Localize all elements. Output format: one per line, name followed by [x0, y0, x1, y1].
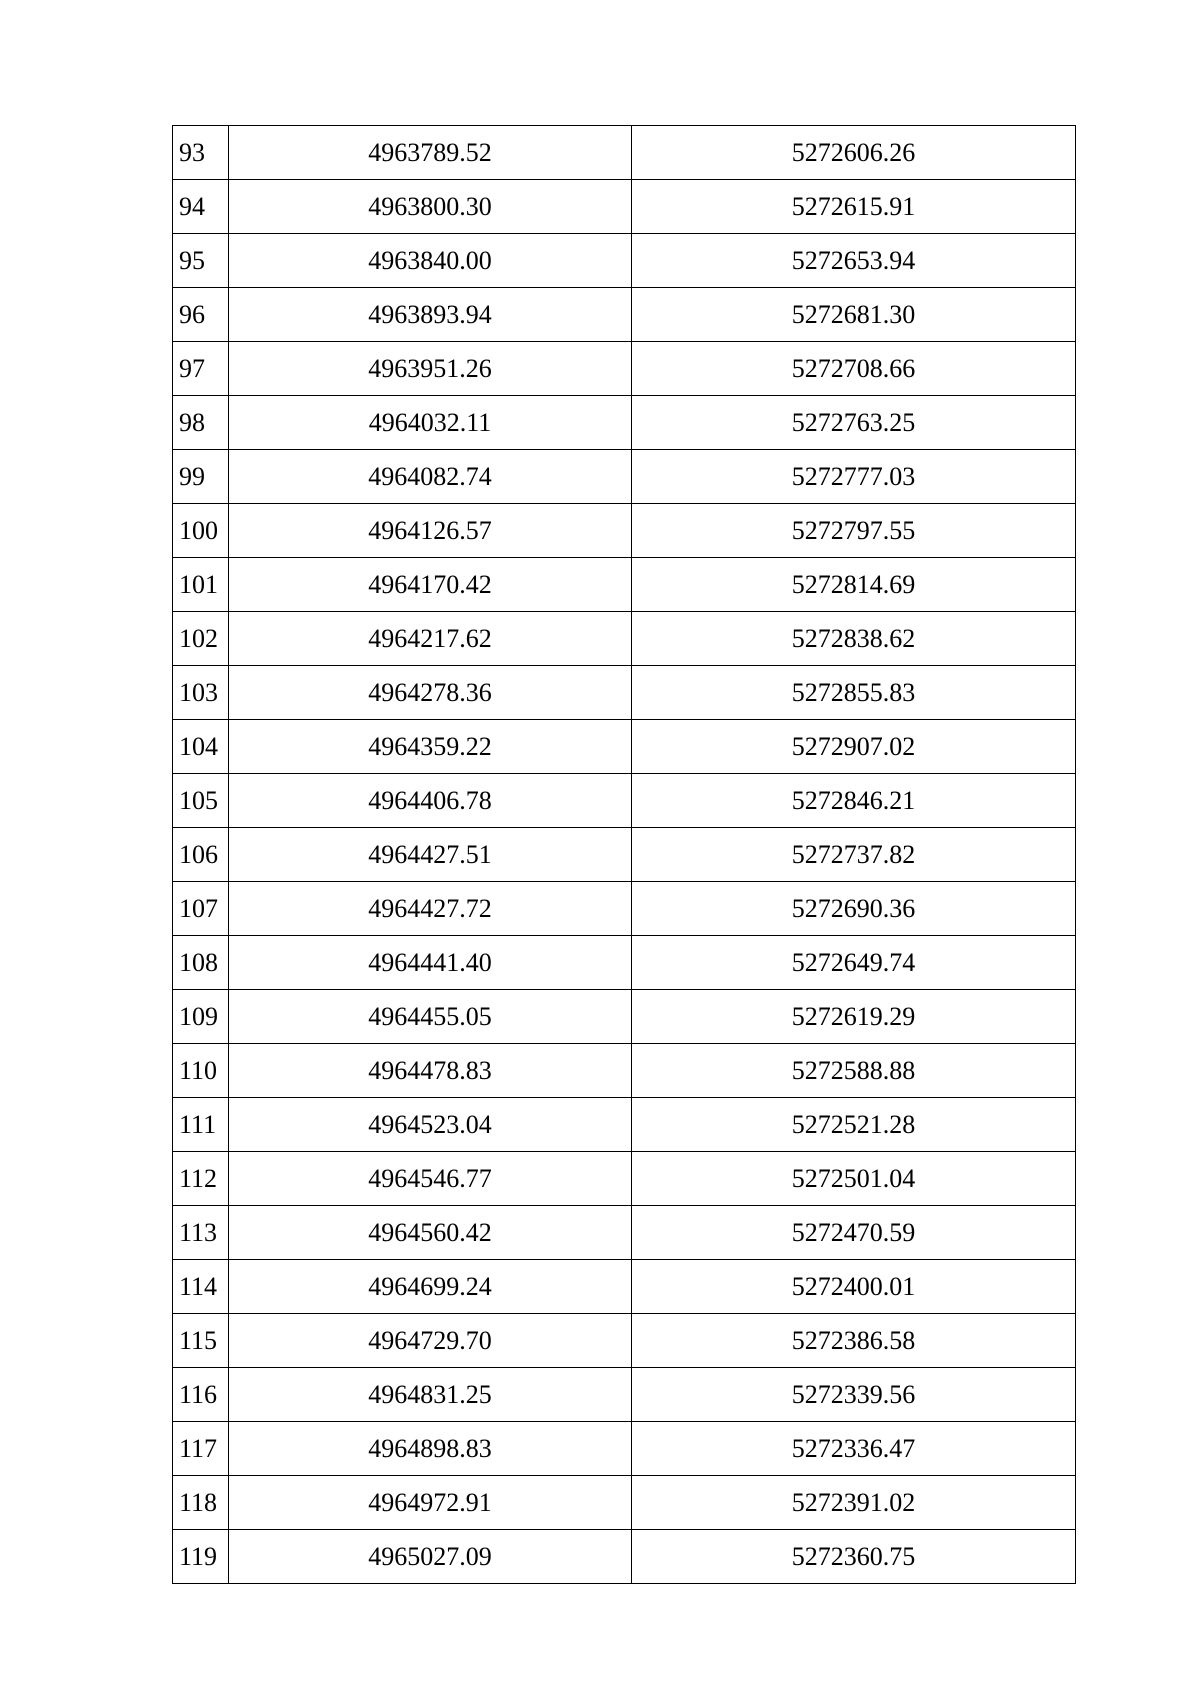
point-number-cell: 103 — [173, 666, 229, 720]
x-coordinate-cell: 4964406.78 — [229, 774, 632, 828]
y-coordinate-cell: 5272501.04 — [632, 1152, 1076, 1206]
table-row — [173, 1206, 1076, 1260]
y-coordinate-cell: 5272838.62 — [632, 612, 1076, 666]
point-number-cell: 93 — [173, 126, 229, 180]
point-number-cell: 94 — [173, 180, 229, 234]
y-coordinate-cell: 5272690.36 — [632, 882, 1076, 936]
x-coordinate-cell: 4964427.51 — [229, 828, 632, 882]
x-coordinate-cell: 4963800.30 — [229, 180, 632, 234]
table-row — [173, 180, 1076, 234]
table-row — [173, 1098, 1076, 1152]
x-coordinate-cell: 4964972.91 — [229, 1476, 632, 1530]
point-number-cell: 110 — [173, 1044, 229, 1098]
x-coordinate-cell: 4964082.74 — [229, 450, 632, 504]
point-number-cell: 100 — [173, 504, 229, 558]
table-row — [173, 720, 1076, 774]
point-number-cell: 98 — [173, 396, 229, 450]
y-coordinate-cell: 5272763.25 — [632, 396, 1076, 450]
point-number-cell: 112 — [173, 1152, 229, 1206]
y-coordinate-cell: 5272855.83 — [632, 666, 1076, 720]
x-coordinate-cell: 4963893.94 — [229, 288, 632, 342]
table-row — [173, 1260, 1076, 1314]
y-coordinate-cell: 5272615.91 — [632, 180, 1076, 234]
x-coordinate-cell: 4964560.42 — [229, 1206, 632, 1260]
x-coordinate-cell: 4964699.24 — [229, 1260, 632, 1314]
x-coordinate-cell: 4964478.83 — [229, 1044, 632, 1098]
coordinates-table-body — [173, 126, 1076, 1584]
y-coordinate-cell: 5272777.03 — [632, 450, 1076, 504]
table-row — [173, 1044, 1076, 1098]
x-coordinate-cell: 4964729.70 — [229, 1314, 632, 1368]
table-row — [173, 342, 1076, 396]
x-coordinate-cell: 4963840.00 — [229, 234, 632, 288]
point-number-cell: 102 — [173, 612, 229, 666]
point-number-cell: 95 — [173, 234, 229, 288]
table-row — [173, 666, 1076, 720]
table-row — [173, 990, 1076, 1044]
x-coordinate-cell: 4964359.22 — [229, 720, 632, 774]
table-row — [173, 1422, 1076, 1476]
point-number-cell: 97 — [173, 342, 229, 396]
x-coordinate-cell: 4964546.77 — [229, 1152, 632, 1206]
point-number-cell: 101 — [173, 558, 229, 612]
x-coordinate-cell: 4964278.36 — [229, 666, 632, 720]
point-number-cell: 111 — [173, 1098, 229, 1152]
table-row — [173, 1476, 1076, 1530]
y-coordinate-cell: 5272814.69 — [632, 558, 1076, 612]
y-coordinate-cell: 5272907.02 — [632, 720, 1076, 774]
y-coordinate-cell: 5272681.30 — [632, 288, 1076, 342]
point-number-cell: 114 — [173, 1260, 229, 1314]
table-row — [173, 828, 1076, 882]
point-number-cell: 117 — [173, 1422, 229, 1476]
x-coordinate-cell: 4964523.04 — [229, 1098, 632, 1152]
point-number-cell: 116 — [173, 1368, 229, 1422]
x-coordinate-cell: 4964441.40 — [229, 936, 632, 990]
table-row — [173, 558, 1076, 612]
x-coordinate-cell: 4964170.42 — [229, 558, 632, 612]
y-coordinate-cell: 5272386.58 — [632, 1314, 1076, 1368]
point-number-cell: 119 — [173, 1530, 229, 1584]
table-row — [173, 234, 1076, 288]
table-row — [173, 882, 1076, 936]
y-coordinate-cell: 5272336.47 — [632, 1422, 1076, 1476]
x-coordinate-cell: 4963789.52 — [229, 126, 632, 180]
x-coordinate-cell: 4963951.26 — [229, 342, 632, 396]
point-number-cell: 104 — [173, 720, 229, 774]
point-number-cell: 118 — [173, 1476, 229, 1530]
table-row — [173, 1314, 1076, 1368]
x-coordinate-cell: 4964455.05 — [229, 990, 632, 1044]
x-coordinate-cell: 4964427.72 — [229, 882, 632, 936]
table-row — [173, 1152, 1076, 1206]
x-coordinate-cell: 4964831.25 — [229, 1368, 632, 1422]
point-number-cell: 113 — [173, 1206, 229, 1260]
y-coordinate-cell: 5272649.74 — [632, 936, 1076, 990]
point-number-cell: 105 — [173, 774, 229, 828]
x-coordinate-cell: 4964898.83 — [229, 1422, 632, 1476]
point-number-cell: 109 — [173, 990, 229, 1044]
point-number-cell: 106 — [173, 828, 229, 882]
y-coordinate-cell: 5272737.82 — [632, 828, 1076, 882]
point-number-cell: 99 — [173, 450, 229, 504]
y-coordinate-cell: 5272708.66 — [632, 342, 1076, 396]
point-number-cell: 107 — [173, 882, 229, 936]
y-coordinate-cell: 5272360.75 — [632, 1530, 1076, 1584]
y-coordinate-cell: 5272619.29 — [632, 990, 1076, 1044]
x-coordinate-cell: 4964126.57 — [229, 504, 632, 558]
y-coordinate-cell: 5272588.88 — [632, 1044, 1076, 1098]
coordinates-table — [172, 125, 1076, 1584]
y-coordinate-cell: 5272470.59 — [632, 1206, 1076, 1260]
table-row — [173, 126, 1076, 180]
point-number-cell: 108 — [173, 936, 229, 990]
table-row — [173, 1530, 1076, 1584]
y-coordinate-cell: 5272653.94 — [632, 234, 1076, 288]
table-row — [173, 612, 1076, 666]
point-number-cell: 96 — [173, 288, 229, 342]
y-coordinate-cell: 5272391.02 — [632, 1476, 1076, 1530]
table-row — [173, 504, 1076, 558]
y-coordinate-cell: 5272606.26 — [632, 126, 1076, 180]
x-coordinate-cell: 4964032.11 — [229, 396, 632, 450]
table-row — [173, 450, 1076, 504]
table-row — [173, 396, 1076, 450]
y-coordinate-cell: 5272400.01 — [632, 1260, 1076, 1314]
x-coordinate-cell: 4965027.09 — [229, 1530, 632, 1584]
x-coordinate-cell: 4964217.62 — [229, 612, 632, 666]
table-row — [173, 288, 1076, 342]
y-coordinate-cell: 5272797.55 — [632, 504, 1076, 558]
y-coordinate-cell: 5272339.56 — [632, 1368, 1076, 1422]
table-row — [173, 1368, 1076, 1422]
table-row — [173, 774, 1076, 828]
table-row — [173, 936, 1076, 990]
point-number-cell: 115 — [173, 1314, 229, 1368]
y-coordinate-cell: 5272846.21 — [632, 774, 1076, 828]
y-coordinate-cell: 5272521.28 — [632, 1098, 1076, 1152]
